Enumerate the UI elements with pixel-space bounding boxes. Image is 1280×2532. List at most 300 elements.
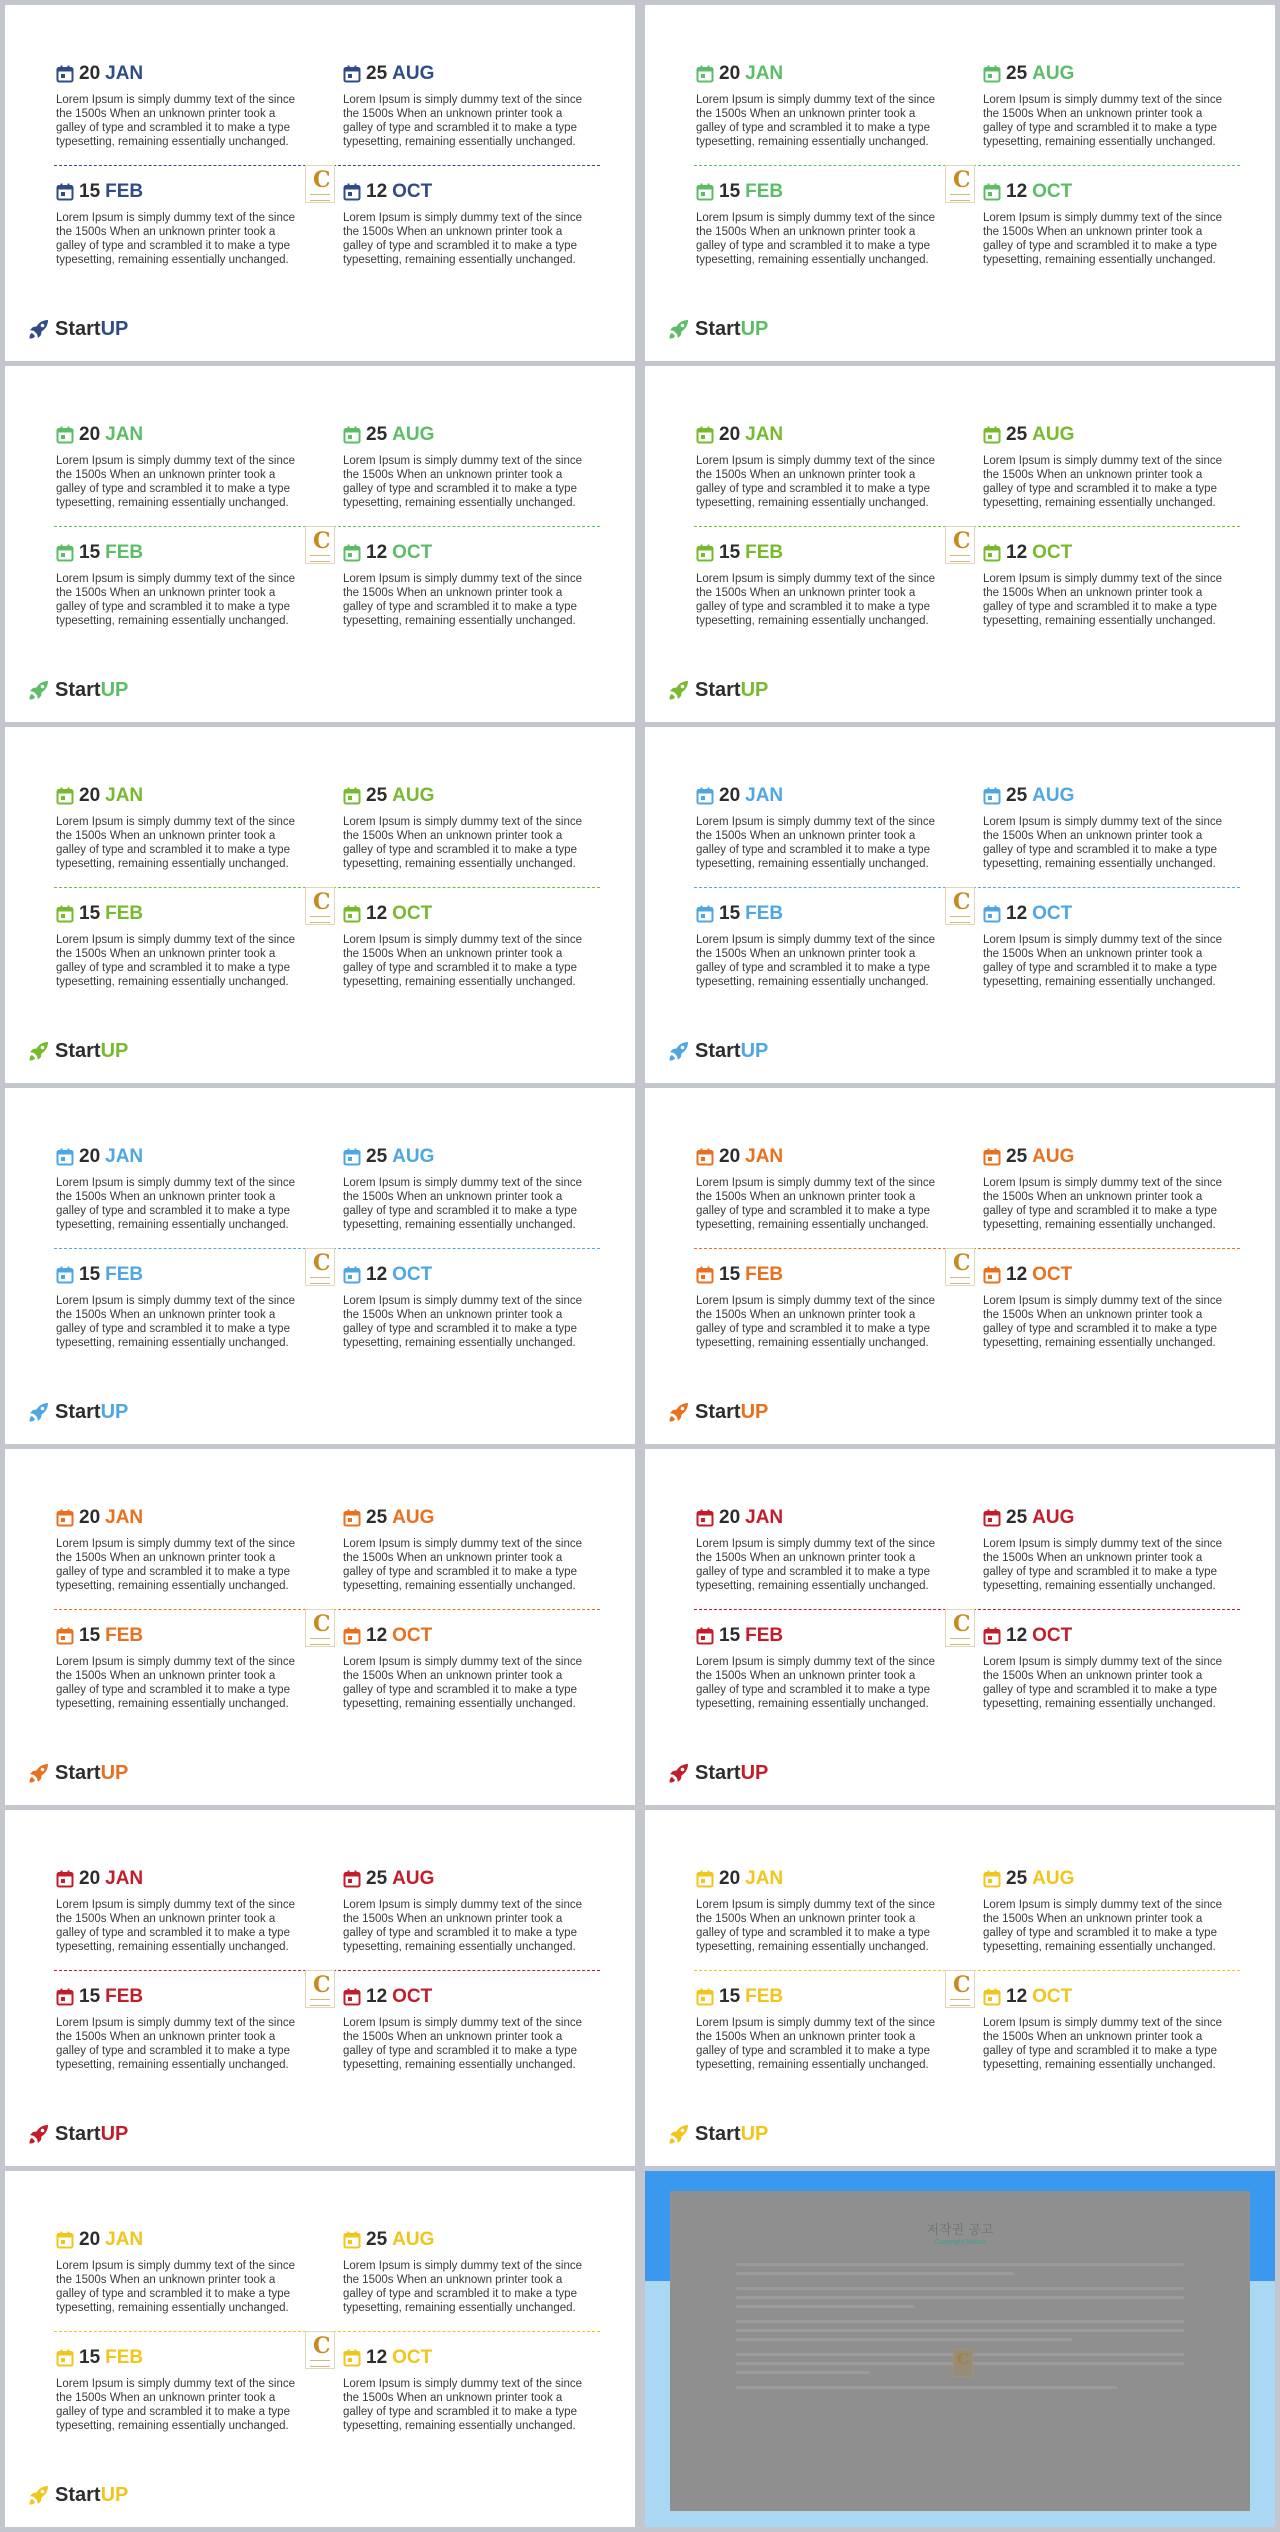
date-month: FEB <box>105 1625 144 1646</box>
slide-10[interactable] <box>645 1449 1275 1805</box>
date-month: AUG <box>1032 63 1075 84</box>
date-month: FEB <box>105 542 144 563</box>
date-description: Lorem Ipsum is simply dummy text of the since the 1500s When an unknown printer took a galley of type and scrambled it to make a type typesetting, remaining essentially unchanged. <box>343 1177 583 1231</box>
date-block-jan <box>56 1506 301 1593</box>
calendar-icon <box>56 1627 74 1645</box>
date-description: Lorem Ipsum is simply dummy text of the since the 1500s When an unknown printer took a galley of type and scrambled it to make a type typesetting, remaining essentially unchanged. <box>696 816 936 870</box>
calendar-icon <box>343 787 361 805</box>
date-block-aug <box>343 423 588 510</box>
date-month: AUG <box>392 424 435 445</box>
date-description: Lorem Ipsum is simply dummy text of the since the 1500s When an unknown printer took a galley of type and scrambled it to make a type typesetting, remaining essentially unchanged. <box>983 1899 1223 1953</box>
brand-up: UP <box>100 317 129 340</box>
date-heading <box>56 1506 301 1530</box>
date-month: JAN <box>745 1868 784 1889</box>
date-block-oct <box>343 180 588 267</box>
copyright-body <box>736 2263 1184 2401</box>
brand-logo <box>667 1399 768 1425</box>
date-month: FEB <box>105 2347 144 2368</box>
date-block-aug <box>343 784 588 871</box>
date-description: Lorem Ipsum is simply dummy text of the since the 1500s When an unknown printer took a galley of type and scrambled it to make a type typesetting, remaining essentially unchanged. <box>56 2017 296 2071</box>
date-description: Lorem Ipsum is simply dummy text of the since the 1500s When an unknown printer took a galley of type and scrambled it to make a type typesetting, remaining essentially unchanged. <box>983 212 1223 266</box>
slide-grid <box>5 5 1275 2527</box>
date-month: AUG <box>392 785 435 806</box>
date-description: Lorem Ipsum is simply dummy text of the since the 1500s When an unknown printer took a galley of type and scrambled it to make a type typesetting, remaining essentially unchanged. <box>56 94 296 148</box>
watermark-logo: C <box>945 165 975 203</box>
date-description: Lorem Ipsum is simply dummy text of the since the 1500s When an unknown printer took a galley of type and scrambled it to make a type typesetting, remaining essentially unchanged. <box>343 934 583 988</box>
rocket-icon <box>27 2122 51 2146</box>
calendar-icon <box>343 905 361 923</box>
slide-8[interactable] <box>645 1088 1275 1444</box>
calendar-icon <box>983 787 1001 805</box>
calendar-icon <box>696 1509 714 1527</box>
brand-logo <box>27 316 128 342</box>
slide-13[interactable] <box>5 2171 635 2527</box>
calendar-icon <box>983 1870 1001 1888</box>
date-block-feb <box>56 541 301 628</box>
date-block-feb <box>56 1624 301 1711</box>
brand-up: UP <box>100 678 129 701</box>
date-heading <box>343 1145 588 1169</box>
calendar-icon <box>56 1509 74 1527</box>
date-month: JAN <box>105 1507 144 1528</box>
rocket-icon <box>27 317 51 341</box>
calendar-icon <box>983 1988 1001 2006</box>
date-description: Lorem Ipsum is simply dummy text of the since the 1500s When an unknown printer took a galley of type and scrambled it to make a type typesetting, remaining essentially unchanged. <box>56 1177 296 1231</box>
date-day: 12 <box>1006 1986 1028 2007</box>
calendar-icon <box>56 544 74 562</box>
brand-logo <box>27 1399 128 1425</box>
date-heading <box>696 180 941 204</box>
copyright-slide[interactable] <box>645 2171 1275 2527</box>
brand-start: Start <box>55 1039 101 1062</box>
brand-start: Start <box>55 317 101 340</box>
date-block-oct <box>343 902 588 989</box>
date-block-aug <box>983 784 1228 871</box>
date-description: Lorem Ipsum is simply dummy text of the since the 1500s When an unknown printer took a galley of type and scrambled it to make a type typesetting, remaining essentially unchanged. <box>343 2017 583 2071</box>
date-block-jan <box>56 1867 301 1954</box>
brand-logo <box>667 316 768 342</box>
brand-logo <box>667 1760 768 1786</box>
date-heading <box>696 1867 941 1891</box>
date-heading <box>343 784 588 808</box>
watermark-logo: C <box>305 1609 335 1647</box>
date-heading <box>56 2228 301 2252</box>
rocket-icon <box>27 2483 51 2507</box>
date-description: Lorem Ipsum is simply dummy text of the since the 1500s When an unknown printer took a galley of type and scrambled it to make a type typesetting, remaining essentially unchanged. <box>56 1899 296 1953</box>
date-day: 12 <box>366 903 388 924</box>
date-description: Lorem Ipsum is simply dummy text of the since the 1500s When an unknown printer took a galley of type and scrambled it to make a type typesetting, remaining essentially unchanged. <box>696 212 936 266</box>
date-description: Lorem Ipsum is simply dummy text of the since the 1500s When an unknown printer took a galley of type and scrambled it to make a type typesetting, remaining essentially unchanged. <box>696 2017 936 2071</box>
date-block-feb <box>696 1263 941 1350</box>
slide-1[interactable] <box>5 5 635 361</box>
watermark-logo: C <box>945 526 975 564</box>
date-heading <box>696 1624 941 1648</box>
date-heading <box>56 1145 301 1169</box>
date-block-jan <box>696 1867 941 1954</box>
date-month: FEB <box>745 903 784 924</box>
date-day: 15 <box>79 1625 101 1646</box>
date-description: Lorem Ipsum is simply dummy text of the since the 1500s When an unknown printer took a galley of type and scrambled it to make a type typesetting, remaining essentially unchanged. <box>983 1656 1223 1710</box>
date-description: Lorem Ipsum is simply dummy text of the since the 1500s When an unknown printer took a galley of type and scrambled it to make a type typesetting, remaining essentially unchanged. <box>696 573 936 627</box>
date-month: FEB <box>745 181 784 202</box>
slide-7[interactable] <box>5 1088 635 1444</box>
slide-6[interactable] <box>645 727 1275 1083</box>
date-description: Lorem Ipsum is simply dummy text of the since the 1500s When an unknown printer took a galley of type and scrambled it to make a type typesetting, remaining essentially unchanged. <box>343 573 583 627</box>
calendar-icon <box>696 787 714 805</box>
brand-logo <box>27 1760 128 1786</box>
calendar-icon <box>343 1870 361 1888</box>
date-day: 25 <box>1006 785 1028 806</box>
date-day: 20 <box>719 424 741 445</box>
copyright-subtitle: Copyright Notice <box>934 2239 986 2246</box>
date-day: 15 <box>719 542 741 563</box>
brand-logo <box>667 1038 768 1064</box>
date-description: Lorem Ipsum is simply dummy text of the since the 1500s When an unknown printer took a galley of type and scrambled it to make a type typesetting, remaining essentially unchanged. <box>343 1899 583 1953</box>
date-month: AUG <box>392 63 435 84</box>
date-month: JAN <box>745 1146 784 1167</box>
calendar-icon <box>56 1148 74 1166</box>
date-heading <box>696 902 941 926</box>
date-block-feb <box>56 902 301 989</box>
date-heading <box>56 1624 301 1648</box>
date-day: 15 <box>79 2347 101 2368</box>
brand-up: UP <box>100 1039 129 1062</box>
date-block-oct <box>983 541 1228 628</box>
date-day: 15 <box>719 903 741 924</box>
brand-up: UP <box>740 1039 769 1062</box>
date-block-aug <box>983 1145 1228 1232</box>
calendar-icon <box>696 1627 714 1645</box>
date-heading <box>696 541 941 565</box>
date-block-jan <box>696 784 941 871</box>
brand-start: Start <box>55 1761 101 1784</box>
date-day: 25 <box>1006 1146 1028 1167</box>
date-heading <box>696 1506 941 1530</box>
date-heading <box>343 1263 588 1287</box>
date-month: AUG <box>392 1507 435 1528</box>
date-heading <box>56 180 301 204</box>
date-heading <box>343 1867 588 1891</box>
date-description: Lorem Ipsum is simply dummy text of the since the 1500s When an unknown printer took a galley of type and scrambled it to make a type typesetting, remaining essentially unchanged. <box>696 455 936 509</box>
date-block-feb <box>56 2346 301 2433</box>
date-day: 12 <box>366 181 388 202</box>
calendar-icon <box>56 426 74 444</box>
date-heading <box>983 541 1228 565</box>
date-month: FEB <box>105 903 144 924</box>
date-day: 20 <box>719 1507 741 1528</box>
date-description: Lorem Ipsum is simply dummy text of the since the 1500s When an unknown printer took a galley of type and scrambled it to make a type typesetting, remaining essentially unchanged. <box>696 94 936 148</box>
calendar-icon <box>343 1509 361 1527</box>
date-block-oct <box>983 180 1228 267</box>
date-description: Lorem Ipsum is simply dummy text of the since the 1500s When an unknown printer took a galley of type and scrambled it to make a type typesetting, remaining essentially unchanged. <box>56 212 296 266</box>
date-block-jan <box>696 1145 941 1232</box>
brand-start: Start <box>695 678 741 701</box>
slide-12[interactable] <box>645 1810 1275 2166</box>
calendar-icon <box>343 426 361 444</box>
date-day: 15 <box>79 903 101 924</box>
calendar-icon <box>983 65 1001 83</box>
date-month: AUG <box>392 1868 435 1889</box>
date-description: Lorem Ipsum is simply dummy text of the since the 1500s When an unknown printer took a galley of type and scrambled it to make a type typesetting, remaining essentially unchanged. <box>983 1177 1223 1231</box>
calendar-icon <box>983 426 1001 444</box>
date-month: FEB <box>745 1625 784 1646</box>
date-heading <box>696 1985 941 2009</box>
date-day: 25 <box>366 2229 388 2250</box>
calendar-icon <box>343 1266 361 1284</box>
calendar-icon <box>983 1509 1001 1527</box>
rocket-icon <box>667 317 691 341</box>
date-month: AUG <box>392 2229 435 2250</box>
date-block-oct <box>983 1985 1228 2072</box>
calendar-icon <box>983 1627 1001 1645</box>
calendar-icon <box>343 183 361 201</box>
date-heading <box>56 423 301 447</box>
date-heading <box>983 62 1228 86</box>
date-description: Lorem Ipsum is simply dummy text of the since the 1500s When an unknown printer took a galley of type and scrambled it to make a type typesetting, remaining essentially unchanged. <box>56 2378 296 2432</box>
date-heading <box>983 1145 1228 1169</box>
date-month: JAN <box>745 63 784 84</box>
calendar-icon <box>696 905 714 923</box>
date-month: JAN <box>745 424 784 445</box>
slide-9[interactable] <box>5 1449 635 1805</box>
watermark-logo: C <box>305 1970 335 2008</box>
brand-up: UP <box>740 1761 769 1784</box>
date-description: Lorem Ipsum is simply dummy text of the since the 1500s When an unknown printer took a galley of type and scrambled it to make a type typesetting, remaining essentially unchanged. <box>56 2260 296 2314</box>
date-day: 15 <box>719 1625 741 1646</box>
date-month: OCT <box>392 1986 433 2007</box>
brand-start: Start <box>695 1400 741 1423</box>
date-heading <box>343 423 588 447</box>
calendar-icon <box>343 2231 361 2249</box>
calendar-icon <box>696 1870 714 1888</box>
calendar-icon <box>983 544 1001 562</box>
date-heading <box>56 902 301 926</box>
date-month: FEB <box>105 1264 144 1285</box>
date-description: Lorem Ipsum is simply dummy text of the since the 1500s When an unknown printer took a galley of type and scrambled it to make a type typesetting, remaining essentially unchanged. <box>696 1538 936 1592</box>
calendar-icon <box>983 1266 1001 1284</box>
copyright-logo: C <box>953 2349 973 2377</box>
brand-start: Start <box>695 317 741 340</box>
date-block-oct <box>343 1624 588 1711</box>
calendar-icon <box>56 183 74 201</box>
brand-up: UP <box>740 1400 769 1423</box>
date-block-oct <box>343 1985 588 2072</box>
date-description: Lorem Ipsum is simply dummy text of the since the 1500s When an unknown printer took a galley of type and scrambled it to make a type typesetting, remaining essentially unchanged. <box>983 94 1223 148</box>
date-heading <box>56 1867 301 1891</box>
slide-3[interactable] <box>5 366 635 722</box>
date-block-aug <box>343 62 588 149</box>
slide-2[interactable] <box>645 5 1275 361</box>
date-block-jan <box>56 2228 301 2315</box>
calendar-icon <box>983 1148 1001 1166</box>
watermark-logo: C <box>945 1970 975 2008</box>
date-description: Lorem Ipsum is simply dummy text of the since the 1500s When an unknown printer took a galley of type and scrambled it to make a type typesetting, remaining essentially unchanged. <box>696 934 936 988</box>
date-block-jan <box>56 423 301 510</box>
calendar-icon <box>56 2231 74 2249</box>
calendar-icon <box>343 544 361 562</box>
date-block-aug <box>343 1867 588 1954</box>
date-month: FEB <box>745 542 784 563</box>
watermark-logo: C <box>945 1248 975 1286</box>
watermark-logo: C <box>305 887 335 925</box>
calendar-icon <box>696 65 714 83</box>
date-day: 15 <box>79 542 101 563</box>
date-heading <box>56 541 301 565</box>
calendar-icon <box>343 2349 361 2367</box>
date-day: 12 <box>1006 542 1028 563</box>
date-heading <box>343 1624 588 1648</box>
rocket-icon <box>667 1400 691 1424</box>
brand-up: UP <box>100 1400 129 1423</box>
date-description: Lorem Ipsum is simply dummy text of the since the 1500s When an unknown printer took a galley of type and scrambled it to make a type typesetting, remaining essentially unchanged. <box>56 1295 296 1349</box>
calendar-icon <box>56 65 74 83</box>
date-month: JAN <box>105 785 144 806</box>
date-day: 12 <box>1006 903 1028 924</box>
date-month: JAN <box>105 424 144 445</box>
date-day: 20 <box>719 1868 741 1889</box>
date-day: 20 <box>79 424 101 445</box>
calendar-icon <box>696 1988 714 2006</box>
calendar-icon <box>56 905 74 923</box>
date-block-feb <box>696 180 941 267</box>
brand-up: UP <box>740 2122 769 2145</box>
calendar-icon <box>696 1266 714 1284</box>
date-day: 15 <box>79 1264 101 1285</box>
slide-11[interactable] <box>5 1810 635 2166</box>
brand-up: UP <box>100 1761 129 1784</box>
calendar-icon <box>56 787 74 805</box>
date-month: JAN <box>745 785 784 806</box>
brand-up: UP <box>100 2483 129 2506</box>
date-day: 25 <box>1006 63 1028 84</box>
date-day: 15 <box>719 181 741 202</box>
date-month: FEB <box>105 1986 144 2007</box>
date-month: AUG <box>1032 1507 1075 1528</box>
calendar-icon <box>343 1148 361 1166</box>
date-month: OCT <box>1032 1625 1073 1646</box>
watermark-logo: C <box>305 526 335 564</box>
watermark-logo: C <box>305 2331 335 2369</box>
date-block-feb <box>56 1263 301 1350</box>
date-description: Lorem Ipsum is simply dummy text of the since the 1500s When an unknown printer took a galley of type and scrambled it to make a type typesetting, remaining essentially unchanged. <box>696 1177 936 1231</box>
calendar-icon <box>343 1988 361 2006</box>
date-heading <box>343 2346 588 2370</box>
calendar-icon <box>983 905 1001 923</box>
date-month: JAN <box>105 63 144 84</box>
date-month: OCT <box>392 903 433 924</box>
date-month: OCT <box>1032 1986 1073 2007</box>
date-month: JAN <box>105 1868 144 1889</box>
date-month: FEB <box>105 181 144 202</box>
date-day: 12 <box>366 1625 388 1646</box>
calendar-icon <box>696 426 714 444</box>
date-heading <box>343 1506 588 1530</box>
rocket-icon <box>27 678 51 702</box>
date-heading <box>56 1985 301 2009</box>
date-heading <box>983 1985 1228 2009</box>
date-month: OCT <box>392 542 433 563</box>
date-day: 12 <box>366 2347 388 2368</box>
date-heading <box>983 1624 1228 1648</box>
date-heading <box>343 2228 588 2252</box>
date-description: Lorem Ipsum is simply dummy text of the since the 1500s When an unknown printer took a galley of type and scrambled it to make a type typesetting, remaining essentially unchanged. <box>343 455 583 509</box>
brand-start: Start <box>55 2483 101 2506</box>
rocket-icon <box>667 1039 691 1063</box>
date-block-jan <box>56 62 301 149</box>
brand-logo <box>27 677 128 703</box>
date-day: 15 <box>79 1986 101 2007</box>
date-day: 12 <box>366 1264 388 1285</box>
brand-start: Start <box>55 678 101 701</box>
brand-logo <box>667 2121 768 2147</box>
date-heading <box>983 1867 1228 1891</box>
date-month: JAN <box>105 1146 144 1167</box>
date-month: AUG <box>1032 1868 1075 1889</box>
calendar-icon <box>56 1870 74 1888</box>
date-description: Lorem Ipsum is simply dummy text of the since the 1500s When an unknown printer took a galley of type and scrambled it to make a type typesetting, remaining essentially unchanged. <box>983 573 1223 627</box>
date-block-jan <box>56 784 301 871</box>
brand-start: Start <box>55 1400 101 1423</box>
date-day: 25 <box>366 1146 388 1167</box>
date-day: 20 <box>79 785 101 806</box>
date-description: Lorem Ipsum is simply dummy text of the since the 1500s When an unknown printer took a galley of type and scrambled it to make a type typesetting, remaining essentially unchanged. <box>56 1656 296 1710</box>
brand-up: UP <box>740 317 769 340</box>
date-block-jan <box>696 1506 941 1593</box>
date-day: 20 <box>79 1146 101 1167</box>
date-heading <box>696 423 941 447</box>
date-day: 25 <box>366 1507 388 1528</box>
date-day: 20 <box>79 1507 101 1528</box>
date-description: Lorem Ipsum is simply dummy text of the since the 1500s When an unknown printer took a galley of type and scrambled it to make a type typesetting, remaining essentially unchanged. <box>696 1656 936 1710</box>
date-block-aug <box>983 1506 1228 1593</box>
date-day: 25 <box>1006 424 1028 445</box>
brand-start: Start <box>695 2122 741 2145</box>
date-description: Lorem Ipsum is simply dummy text of the since the 1500s When an unknown printer took a galley of type and scrambled it to make a type typesetting, remaining essentially unchanged. <box>56 934 296 988</box>
calendar-icon <box>56 1266 74 1284</box>
brand-logo <box>27 2482 128 2508</box>
date-month: OCT <box>392 2347 433 2368</box>
calendar-icon <box>983 183 1001 201</box>
rocket-icon <box>667 678 691 702</box>
slide-5[interactable] <box>5 727 635 1083</box>
date-heading <box>696 784 941 808</box>
date-description: Lorem Ipsum is simply dummy text of the since the 1500s When an unknown printer took a galley of type and scrambled it to make a type typesetting, remaining essentially unchanged. <box>343 2260 583 2314</box>
brand-logo <box>667 677 768 703</box>
date-day: 20 <box>79 2229 101 2250</box>
brand-logo <box>27 2121 128 2147</box>
brand-up: UP <box>740 678 769 701</box>
rocket-icon <box>27 1761 51 1785</box>
date-day: 20 <box>79 63 101 84</box>
date-block-feb <box>696 541 941 628</box>
date-description: Lorem Ipsum is simply dummy text of the since the 1500s When an unknown printer took a galley of type and scrambled it to make a type typesetting, remaining essentially unchanged. <box>983 455 1223 509</box>
watermark-logo: C <box>945 1609 975 1647</box>
date-day: 12 <box>1006 1625 1028 1646</box>
date-day: 12 <box>1006 1264 1028 1285</box>
date-day: 25 <box>1006 1507 1028 1528</box>
rocket-icon <box>27 1039 51 1063</box>
date-heading <box>343 62 588 86</box>
date-month: OCT <box>392 1264 433 1285</box>
date-heading <box>983 423 1228 447</box>
calendar-icon <box>343 1627 361 1645</box>
date-heading <box>983 1506 1228 1530</box>
date-heading <box>983 180 1228 204</box>
slide-4[interactable] <box>645 366 1275 722</box>
date-description: Lorem Ipsum is simply dummy text of the since the 1500s When an unknown printer took a galley of type and scrambled it to make a type typesetting, remaining essentially unchanged. <box>343 212 583 266</box>
date-block-feb <box>696 902 941 989</box>
date-description: Lorem Ipsum is simply dummy text of the since the 1500s When an unknown printer took a galley of type and scrambled it to make a type typesetting, remaining essentially unchanged. <box>983 1538 1223 1592</box>
